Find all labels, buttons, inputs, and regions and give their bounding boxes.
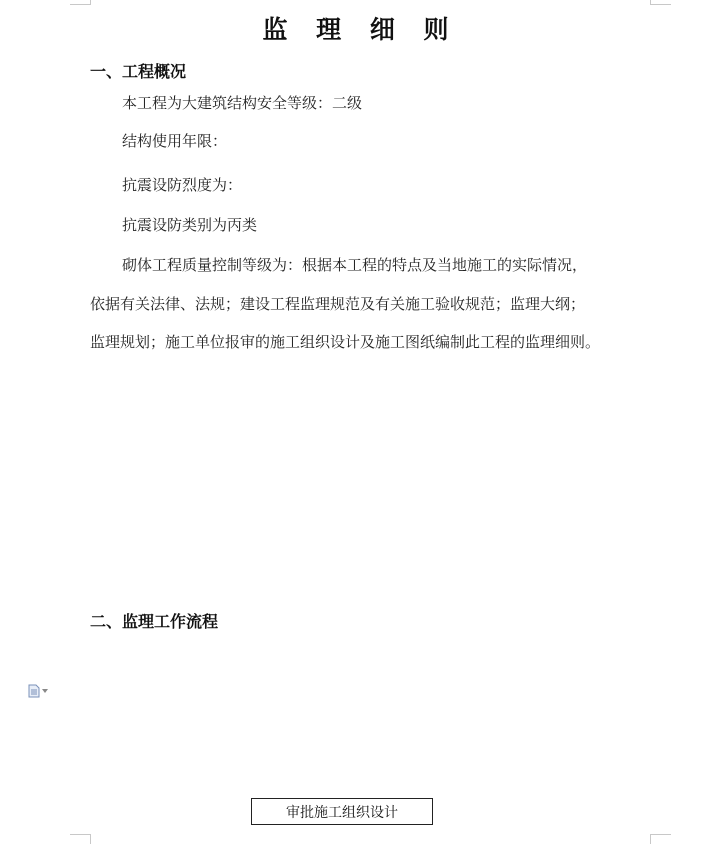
paragraph-line: 砌体工程质量控制等级为：根据本工程的特点及当地施工的实际情况， bbox=[122, 256, 588, 274]
paragraph-line: 监理规划；施工单位报审的施工组织设计及施工图纸编制此工程的监理细则。 bbox=[90, 333, 601, 351]
page-corner-mark bbox=[70, 0, 91, 5]
paragraph-line: 本工程为大建筑结构安全等级：二级 bbox=[122, 94, 363, 112]
page-corner-mark bbox=[650, 0, 671, 5]
flowchart-box: 审批施工组织设计 bbox=[251, 798, 433, 825]
paragraph-line: 依据有关法律、法规；建设工程监理规范及有关施工验收规范；监理大纲； bbox=[90, 295, 586, 313]
chevron-down-icon bbox=[42, 689, 48, 693]
section-heading-workflow: 二、监理工作流程 bbox=[90, 612, 219, 631]
document-title: 监 理 细 则 bbox=[262, 15, 459, 44]
paragraph-line: 抗震设防烈度为： bbox=[122, 176, 243, 194]
paragraph-line: 结构使用年限： bbox=[122, 132, 228, 150]
page-icon bbox=[28, 684, 40, 698]
paragraph-line: 抗震设防类别为丙类 bbox=[122, 216, 258, 234]
section-heading-overview: 一、工程概况 bbox=[90, 62, 187, 81]
document-icon[interactable] bbox=[28, 684, 50, 698]
